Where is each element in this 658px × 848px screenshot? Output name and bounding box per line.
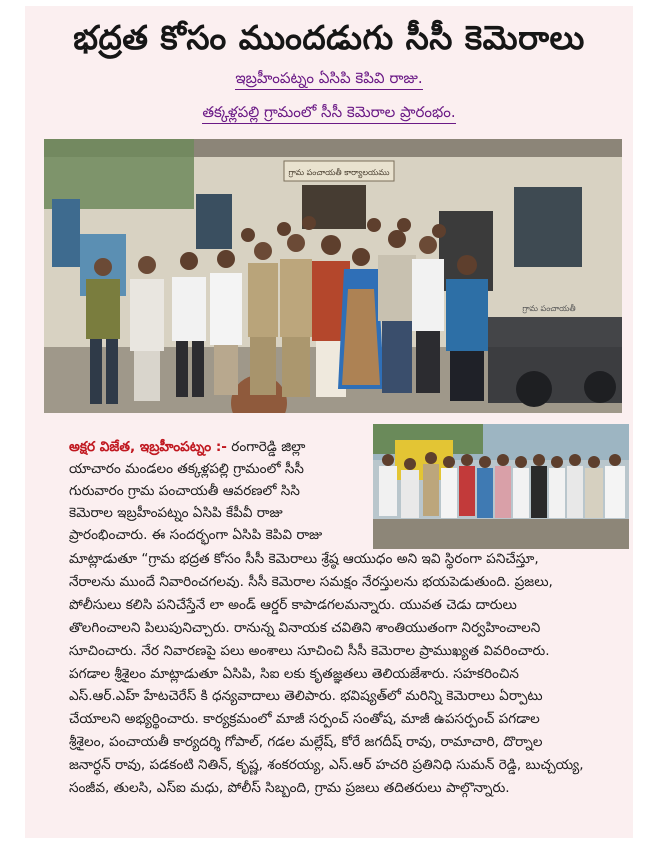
article-line: శ్రీశైలం, పంచాయతీ కార్యదర్శి గోపాల్, గడల మల్లేష్, కోరే జగదీష్ రావు, రామాచారి, దొర్నాల	[69, 734, 543, 751]
article-line: పగడాల శ్రీశైలం మాట్లాడుతూ ఏసిపి, సిఐ లకు కృతజ్ఞతలు తెలియజేశారు. సహకరించిన	[69, 665, 519, 682]
article-line: ప్రారంభించారు. ఈ సందర్భంగా ఏసిపి కెపివి రాజు	[69, 527, 323, 543]
building-sign: గ్రామ పంచాయతీ కార్యాలయము	[288, 168, 390, 177]
article-line: జనార్ధన్ రావు, పడకంటి నితిన్, కృష్ణ, శంకరయ్య, ఎస్.ఆర్ హచరి ప్రతినిధి సుమన్ రెడ్డి, బుచ్చయ్య,	[69, 757, 584, 774]
article-line: యాచారం మండలం తక్కళ్లపల్లి గ్రామంలో సీసీ	[69, 461, 304, 477]
wall-writing: గ్రామ పంచాయతీ	[522, 304, 576, 313]
secondary-photo-illustration	[373, 424, 629, 549]
subheading-acp-text: ఇబ్రహీంపట్నం ఏసిపి కెపివి రాజు.	[235, 69, 422, 90]
secondary-photo	[373, 424, 629, 549]
article-line: కెమెరాల ఇబ్రహీంపట్నం ఏసిపి కేపీవీ రాజు	[69, 505, 283, 521]
article-line: సంజీవ, తులసి, ఎస్ఐ మధు, పోలీస్ సిబ్బంది, గ్రామ ప్రజలు తదితరులు పాల్గొన్నారు.	[69, 780, 510, 797]
article-line: మాట్లాడుతూ “గ్రామ భద్రత కోసం సీసీ కెమెరాలు శ్రేష్ఠ ఆయుధం అని ఇవి స్థిరంగా పనిచేస్తూ,	[69, 551, 539, 567]
subheading-acp	[25, 68, 633, 88]
article-line	[69, 436, 369, 458]
headline: భద్రత కోసం ముందడుగు సీసీ కెమెరాలు	[73, 18, 585, 57]
subheading-village	[25, 102, 633, 122]
article-line: నేరాలను ముందే నివారించగలవు. సీసీ కెమెరాల సమక్షం నేరస్తులను భయపెడుతుంది. ప్రజలు,	[69, 573, 553, 590]
article-line-text: రంగారెడ్డి జిల్లా	[226, 439, 306, 455]
subheading-village-text: తక్కళ్లపల్లి గ్రామంలో సీసీ కెమెరాల ప్రారంభం.	[202, 103, 455, 124]
article-body-full	[69, 548, 645, 800]
dateline: అక్షర విజేత, ఇబ్రహీంపట్నం :-	[69, 439, 227, 455]
article-body-narrow	[69, 436, 369, 546]
article-line: పోలీసులు కలిసి పనిచేస్తేనే లా అండ్ ఆర్డర్ కాపాడగలమన్నారు. యువత చెడు దారులు	[69, 596, 517, 613]
article-line: సూచించారు. నేర నివారణపై పలు అంశాలు సూచించి సీసీ కెమెరాల ప్రాముఖ్యత వివరించారు.	[69, 642, 550, 659]
article-line: చేయాలని అభ్యర్థించారు. కార్యక్రమంలో మాజీ సర్పంచ్ సంతోష, మాజీ ఉపసర్పంచ్ పగడాల	[69, 711, 540, 728]
main-photo	[44, 139, 622, 413]
article-line: గురువారం గ్రామ పంచాయతీ ఆవరణలో సిసి	[69, 483, 300, 499]
article-line: తొలగించాలని పిలుపునిచ్చారు. రానున్న వినాయక చవితిని శాంతియుతంగా నిర్వహించాలని	[69, 619, 541, 636]
main-photo-illustration	[44, 139, 622, 413]
article-line: ఎస్.ఆర్.ఎహ్ హేటచెరేస్ కి ధన్యవాదాలు తెలిపారు. భవిష్యత్‌లో మరిన్ని కెమెరాలు ఏర్పాటు	[69, 688, 543, 705]
news-clipping	[25, 6, 633, 838]
